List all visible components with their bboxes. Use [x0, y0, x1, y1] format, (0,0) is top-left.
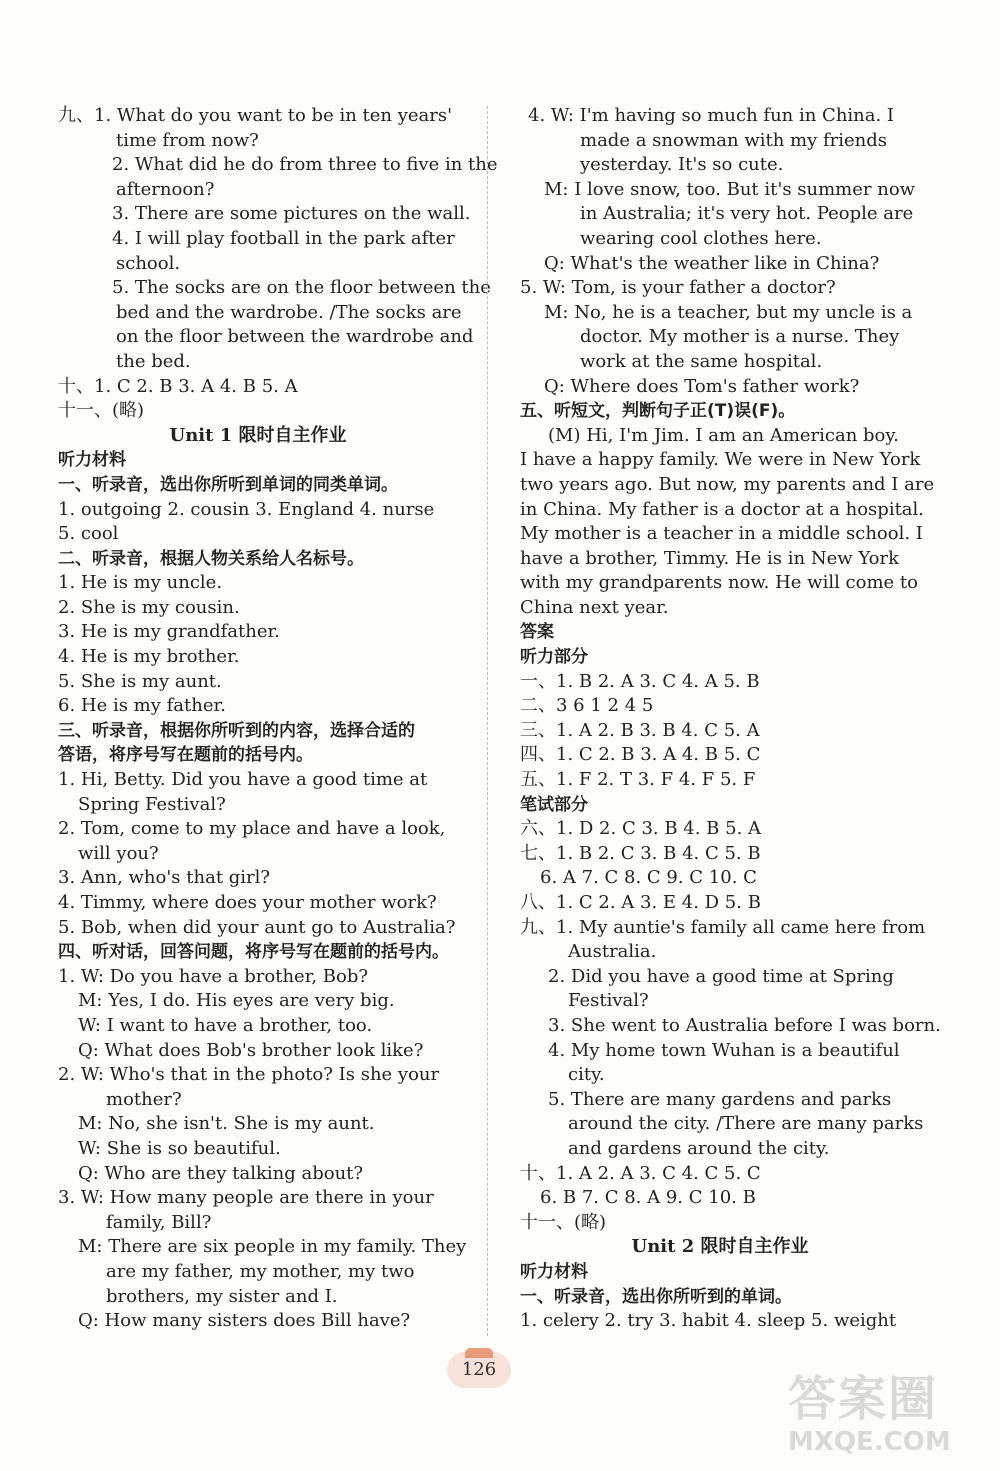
text-line: 一、听录音，选出你所听到单词的同类单词。 — [58, 474, 398, 495]
text-line: city. — [568, 1064, 605, 1086]
text-line: made a snowman with my friends — [580, 129, 888, 151]
text-line: Q: Who are they talking about? — [78, 1162, 364, 1184]
text-line: 三、听录音，根据你所听到的内容，选择合适的 — [58, 720, 415, 741]
text-line: 2. What did he do from three to five in the — [112, 154, 498, 176]
text-line: mother? — [106, 1088, 182, 1110]
text-line: 3. W: How many people are there in your — [58, 1187, 434, 1209]
text-line: 4. He is my brother. — [58, 646, 240, 668]
text-line: 3. She went to Australia before I was born. — [548, 1014, 941, 1036]
text-line: 2. W: Who's that in the photo? Is she your — [58, 1064, 440, 1086]
text-line: 三、1. A 2. B 3. B 4. C 5. A — [520, 719, 760, 741]
text-line: 5. She is my aunt. — [58, 670, 222, 692]
text-line: 4. My home town Wuhan is a beautiful — [548, 1039, 900, 1061]
text-line: Unit 1 限时自主作业 — [169, 424, 347, 446]
text-line: 一、听录音，选出你所听到的单词。 — [520, 1286, 792, 1307]
text-line: My mother is a teacher in a middle school. I — [520, 523, 923, 545]
text-line: 5. The socks are on the floor between the — [112, 277, 491, 299]
text-line: M: No, she isn't. She is my aunt. — [78, 1113, 375, 1135]
text-line: Q: What does Bob's brother look like? — [78, 1039, 424, 1061]
text-line: M: I love snow, too. But it's summer now — [544, 178, 916, 200]
text-line: 一、1. B 2. A 3. C 4. A 5. B — [520, 670, 760, 692]
text-line: 5. cool — [58, 523, 119, 545]
text-line: 1. W: Do you have a brother, Bob? — [58, 965, 368, 987]
text-line: 四、听对话，回答问题，将序号写在题前的括号内。 — [58, 942, 449, 963]
text-line: and gardens around the city. — [568, 1137, 830, 1159]
text-line: (M) Hi, I'm Jim. I am an American boy. — [548, 424, 899, 446]
text-line: Unit 2 限时自主作业 — [631, 1236, 809, 1258]
text-line: 八、1. C 2. A 3. E 4. D 5. B — [520, 892, 761, 913]
left-column — [58, 104, 498, 1334]
text-line: the bed. — [116, 350, 191, 372]
text-line: 六、1. D 2. C 3. B 4. B 5. A — [520, 818, 762, 840]
text-line: in Australia; it's very hot. People are — [580, 203, 914, 225]
text-line: 4. Timmy, where does your mother work? — [58, 892, 437, 913]
text-line: two years ago. But now, my parents and I are — [520, 473, 935, 495]
text-line: yesterday. It's so cute. — [580, 154, 784, 176]
text-line: 6. He is my father. — [58, 695, 226, 717]
text-line: 五、听短文，判断句子正(T)误(F)。 — [520, 401, 796, 422]
text-line: Q: How many sisters does Bill have? — [78, 1310, 411, 1332]
text-line: 二、听录音，根据人物关系给人名标号。 — [58, 548, 364, 569]
text-line: Q: What's the weather like in China? — [544, 252, 880, 274]
text-line: 4. W: I'm having so much fun in China. I — [528, 105, 895, 126]
watermark-text: 答案圈 — [788, 1371, 939, 1427]
text-line: 1. outgoing 2. cousin 3. England 4. nurse — [58, 498, 435, 520]
text-line: time from now? — [116, 129, 259, 151]
text-line: W: She is so beautiful. — [78, 1137, 281, 1159]
text-line: 5. There are many gardens and parks — [548, 1088, 892, 1110]
text-line: on the floor between the wardrobe and — [116, 326, 474, 348]
text-line: 3. There are some pictures on the wall. — [112, 203, 471, 225]
page-number: 126 — [447, 1352, 511, 1388]
text-line: Spring Festival? — [78, 793, 226, 815]
watermark-url: MXQE.COM — [788, 1427, 951, 1457]
text-line: wearing cool clothes here. — [580, 227, 822, 249]
text-line: I have a happy family. We were in New York — [520, 449, 921, 471]
text-line: 1. celery 2. try 3. habit 4. sleep 5. weight — [520, 1310, 897, 1332]
text-line: 七、1. B 2. C 3. B 4. C 5. B — [520, 842, 761, 864]
text-line: family, Bill? — [106, 1211, 212, 1233]
text-line: 5. Bob, when did your aunt go to Australia? — [58, 916, 456, 938]
text-line: brothers, my sister and I. — [106, 1285, 338, 1307]
text-line: 5. W: Tom, is your father a doctor? — [520, 277, 836, 299]
text-line: 3. Ann, who's that girl? — [58, 867, 271, 889]
text-line: 听力材料 — [58, 450, 126, 471]
text-line: 九、1. My auntie's family all came here from — [520, 916, 926, 938]
text-line: in China. My father is a doctor at a hospital. — [520, 498, 925, 520]
text-line: 3. He is my grandfather. — [58, 621, 280, 643]
text-line: 2. Tom, come to my place and have a look, — [58, 818, 446, 840]
text-line: 二、3 6 1 2 4 5 — [520, 695, 654, 717]
text-line: 6. A 7. C 8. C 9. C 10. C — [540, 867, 757, 889]
text-line: M: Yes, I do. His eyes are very big. — [78, 990, 395, 1012]
text-line: 四、1. C 2. B 3. A 4. B 5. C — [520, 744, 761, 766]
text-line: bed and the wardrobe. /The socks are — [116, 301, 462, 323]
text-line: 答案 — [520, 622, 554, 643]
text-line: 十、1. A 2. A 3. C 4. C 5. C — [520, 1162, 761, 1184]
text-line: around the city. /There are many parks — [568, 1113, 924, 1135]
text-line: 笔试部分 — [520, 794, 588, 815]
text-line: are my father, my mother, my two — [106, 1260, 415, 1282]
right-column — [520, 104, 941, 1334]
text-line: doctor. My mother is a nurse. They — [580, 326, 900, 348]
text-line: Festival? — [568, 990, 649, 1012]
column-divider — [487, 106, 488, 1336]
text-line: school. — [116, 252, 181, 274]
text-line: Q: Where does Tom's father work? — [544, 375, 860, 397]
text-line: 答语，将序号写在题前的括号内。 — [58, 745, 313, 766]
text-line: 2. Did you have a good time at Spring — [548, 965, 894, 987]
text-line: 1. He is my uncle. — [58, 572, 223, 594]
text-line: 听力材料 — [520, 1261, 588, 1282]
text-line: 十一、(略) — [520, 1211, 607, 1233]
text-line: 五、1. F 2. T 3. F 4. F 5. F — [520, 769, 756, 791]
text-line: 2. She is my cousin. — [58, 596, 240, 618]
text-line: M: No, he is a teacher, but my uncle is a — [544, 301, 913, 323]
text-line: M: There are six people in my family. They — [78, 1236, 467, 1258]
text-line: 1. Hi, Betty. Did you have a good time at — [58, 769, 428, 791]
text-line: China next year. — [520, 596, 669, 618]
text-line: will you? — [78, 842, 159, 864]
text-line: with my grandparents now. He will come to — [520, 572, 918, 594]
text-line: 十、1. C 2. B 3. A 4. B 5. A — [58, 375, 298, 397]
text-line: have a brother, Timmy. He is in New York — [520, 547, 900, 569]
text-line: 十一、(略) — [58, 400, 145, 422]
text-line: 九、1. What do you want to be in ten years' — [58, 105, 453, 126]
text-line: afternoon? — [116, 178, 215, 200]
watermark-logo — [788, 1371, 978, 1459]
text-line: work at the same hospital. — [580, 350, 823, 372]
text-line: W: I want to have a brother, too. — [78, 1014, 373, 1036]
text-line: 6. B 7. C 8. A 9. C 10. B — [540, 1187, 756, 1209]
text-line: 听力部分 — [520, 647, 588, 668]
text-line: Australia. — [568, 941, 657, 963]
text-line: 4. I will play football in the park after — [112, 227, 455, 249]
